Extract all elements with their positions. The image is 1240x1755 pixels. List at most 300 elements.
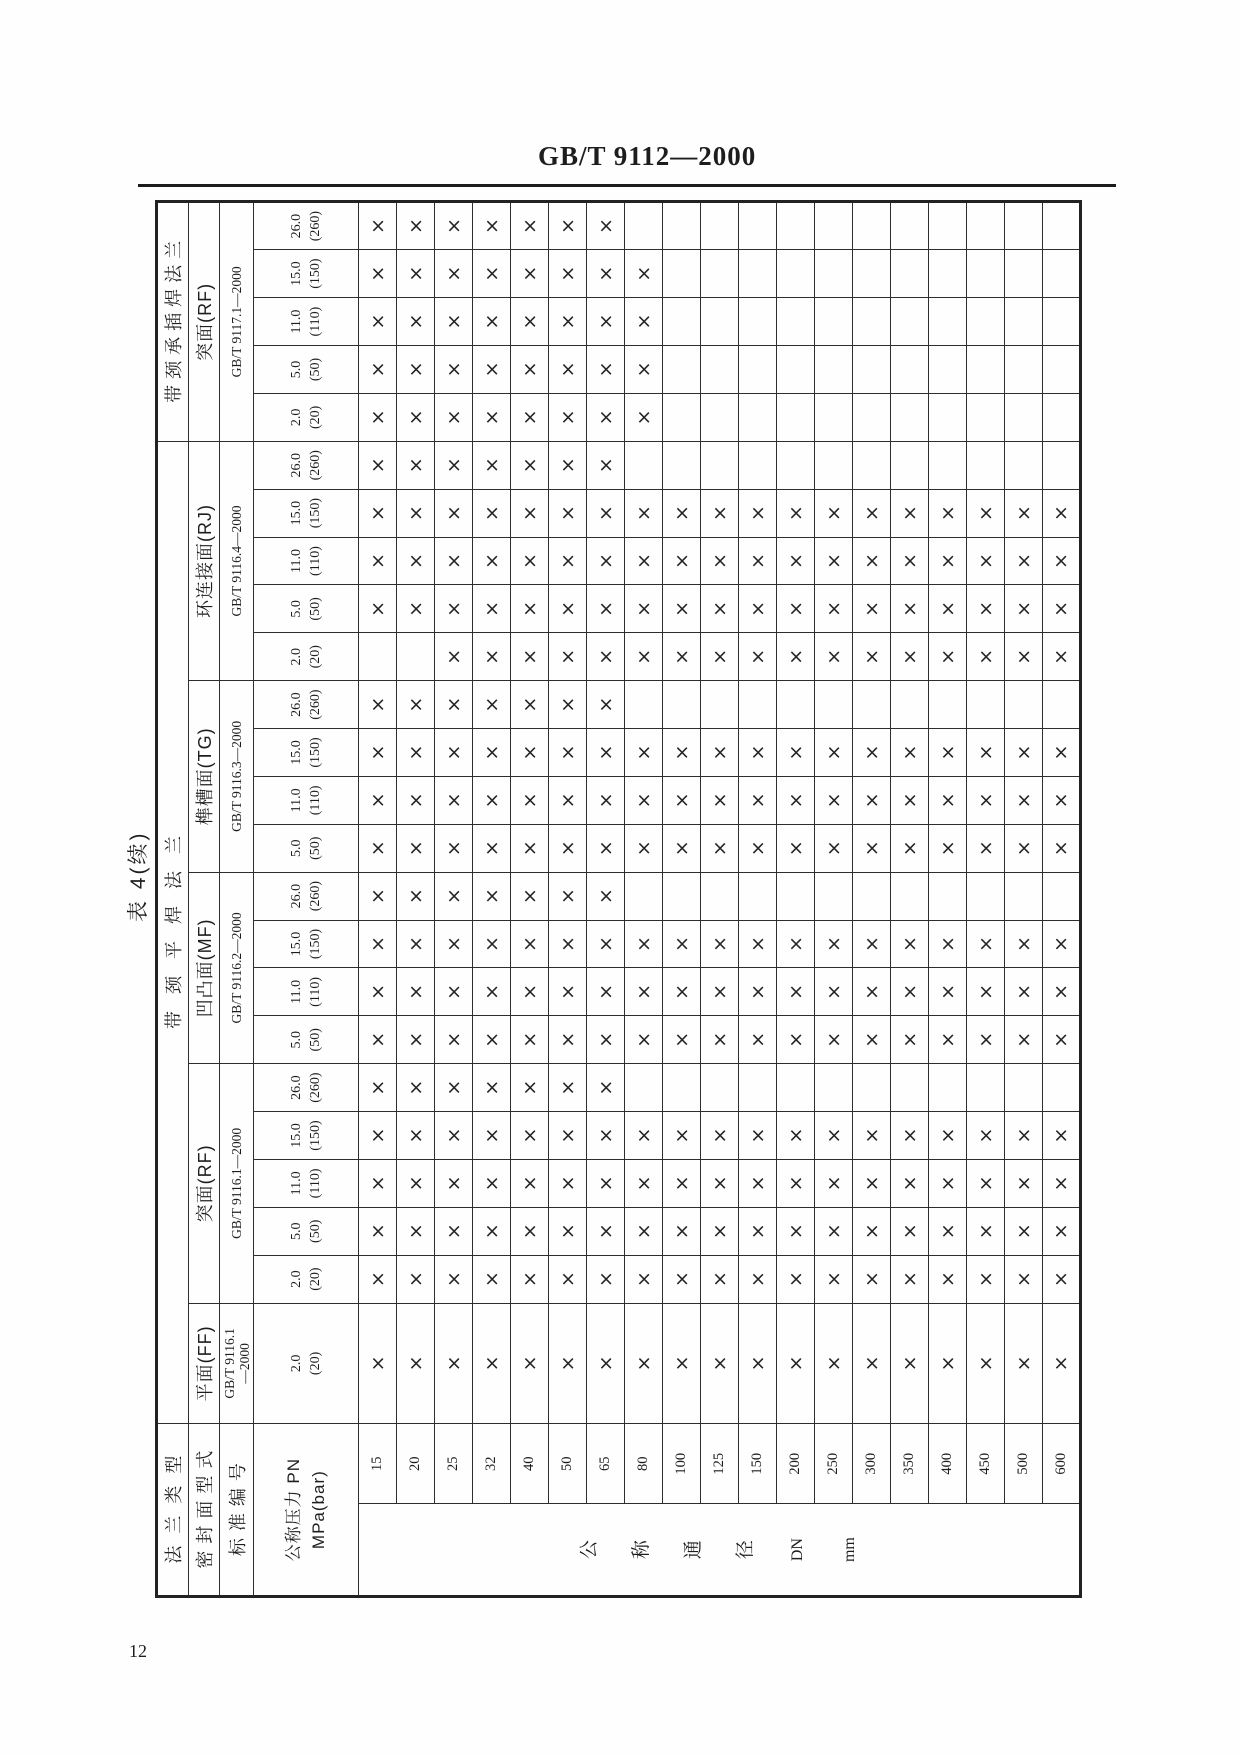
availability-cell-marked: × xyxy=(473,1016,511,1064)
availability-cell-empty xyxy=(967,872,1005,920)
availability-cell-marked: × xyxy=(511,920,549,968)
availability-cell-empty xyxy=(1005,250,1043,298)
availability-cell-marked: × xyxy=(473,1064,511,1112)
availability-cell-marked: × xyxy=(739,537,777,585)
availability-cell-marked: × xyxy=(435,920,473,968)
pressure-cell xyxy=(254,1159,359,1207)
pressure-cell xyxy=(254,202,359,250)
availability-cell-marked: × xyxy=(701,537,739,585)
availability-cell-marked: × xyxy=(777,1207,815,1255)
availability-cell-marked: × xyxy=(587,1064,625,1112)
availability-cell-empty xyxy=(967,1064,1005,1112)
availability-cell-marked: × xyxy=(739,585,777,633)
availability-cell-marked: × xyxy=(359,968,397,1016)
pressure-bar: (150) xyxy=(308,1120,323,1151)
availability-cell-marked: × xyxy=(739,968,777,1016)
availability-cell-marked: × xyxy=(549,1112,587,1160)
availability-cell-empty xyxy=(815,441,853,489)
pressure-mpa: 5.0 xyxy=(289,1031,304,1049)
availability-cell-marked: × xyxy=(473,968,511,1016)
dn-value-cell: 300 xyxy=(853,1424,891,1504)
availability-cell-marked: × xyxy=(663,537,701,585)
availability-cell-marked: × xyxy=(359,824,397,872)
availability-cell-marked: × xyxy=(359,1159,397,1207)
availability-cell-marked: × xyxy=(359,1112,397,1160)
availability-cell-marked: × xyxy=(891,1112,929,1160)
availability-cell-marked: × xyxy=(929,1112,967,1160)
availability-cell-marked: × xyxy=(1043,1207,1081,1255)
availability-cell-empty xyxy=(663,393,701,441)
seal-face-header: 平面(FF) xyxy=(189,1303,220,1424)
flange-type-header: 带颈承插焊法兰 xyxy=(157,202,189,442)
pressure-cell xyxy=(254,1016,359,1064)
availability-cell-marked: × xyxy=(587,202,625,250)
availability-cell-marked: × xyxy=(967,633,1005,681)
availability-cell-empty xyxy=(815,393,853,441)
availability-cell-marked: × xyxy=(891,1016,929,1064)
pressure-mpa: 2.0 xyxy=(289,1270,304,1288)
availability-cell-marked: × xyxy=(967,1112,1005,1160)
availability-cell-empty xyxy=(967,250,1005,298)
availability-cell-marked: × xyxy=(815,1207,853,1255)
availability-cell-marked: × xyxy=(587,1255,625,1303)
availability-cell-empty xyxy=(701,872,739,920)
dn-side-char: 径 xyxy=(734,1540,756,1560)
availability-cell-marked: × xyxy=(587,298,625,346)
availability-cell-marked: × xyxy=(473,729,511,777)
availability-cell-empty xyxy=(967,393,1005,441)
availability-cell-empty xyxy=(929,681,967,729)
availability-cell-marked: × xyxy=(435,489,473,537)
availability-cell-empty xyxy=(815,202,853,250)
availability-cell-marked: × xyxy=(473,633,511,681)
pressure-cell xyxy=(254,393,359,441)
availability-cell-marked: × xyxy=(967,1303,1005,1424)
availability-cell-empty xyxy=(777,681,815,729)
availability-cell-empty xyxy=(967,298,1005,346)
pressure-mpa: 15.0 xyxy=(289,931,304,957)
availability-cell-marked: × xyxy=(777,489,815,537)
pressure-mpa: 11.0 xyxy=(289,549,304,574)
availability-cell-empty xyxy=(625,872,663,920)
availability-cell-marked: × xyxy=(853,1159,891,1207)
availability-cell-empty xyxy=(777,872,815,920)
pressure-bar: (150) xyxy=(308,737,323,768)
availability-cell-marked: × xyxy=(1043,489,1081,537)
availability-cell-marked: × xyxy=(891,489,929,537)
standard-number-line: —2000 xyxy=(236,1343,252,1384)
availability-cell-marked: × xyxy=(1043,968,1081,1016)
availability-cell-marked: × xyxy=(625,1112,663,1160)
dn-value-cell: 80 xyxy=(625,1424,663,1504)
availability-cell-marked: × xyxy=(397,1159,435,1207)
availability-cell-empty xyxy=(739,202,777,250)
availability-cell-marked: × xyxy=(587,1159,625,1207)
availability-cell-marked: × xyxy=(397,393,435,441)
availability-cell-marked: × xyxy=(891,1159,929,1207)
availability-cell-marked: × xyxy=(891,1303,929,1424)
availability-cell-marked: × xyxy=(549,1255,587,1303)
availability-cell-marked: × xyxy=(397,1255,435,1303)
availability-cell-marked: × xyxy=(549,1064,587,1112)
availability-cell-marked: × xyxy=(625,1159,663,1207)
availability-cell-marked: × xyxy=(739,1159,777,1207)
availability-cell-empty xyxy=(853,872,891,920)
availability-cell-marked: × xyxy=(511,872,549,920)
availability-cell-marked: × xyxy=(435,872,473,920)
availability-cell-empty xyxy=(625,441,663,489)
pressure-cell xyxy=(254,824,359,872)
availability-cell-marked: × xyxy=(625,585,663,633)
corner-pressure xyxy=(254,1424,359,1597)
availability-cell-marked: × xyxy=(891,537,929,585)
pressure-bar: (110) xyxy=(308,785,323,816)
availability-cell-marked: × xyxy=(701,920,739,968)
availability-cell-empty xyxy=(891,202,929,250)
availability-cell-marked: × xyxy=(1005,776,1043,824)
availability-cell-marked: × xyxy=(397,681,435,729)
availability-cell-empty xyxy=(777,298,815,346)
availability-cell-marked: × xyxy=(473,250,511,298)
availability-cell-empty xyxy=(929,872,967,920)
availability-cell-empty xyxy=(891,250,929,298)
availability-cell-marked: × xyxy=(1005,1255,1043,1303)
seal-face-header: 突面(RF) xyxy=(189,1064,220,1303)
availability-cell-marked: × xyxy=(853,824,891,872)
availability-cell-empty xyxy=(1005,681,1043,729)
availability-cell-marked: × xyxy=(1005,1016,1043,1064)
availability-cell-empty xyxy=(1005,872,1043,920)
pressure-cell xyxy=(254,681,359,729)
availability-cell-marked: × xyxy=(549,920,587,968)
availability-cell-marked: × xyxy=(397,1064,435,1112)
pressure-bar: (110) xyxy=(308,977,323,1007)
pressure-cell xyxy=(254,1112,359,1160)
availability-cell-empty xyxy=(929,202,967,250)
pressure-bar: (150) xyxy=(308,928,323,960)
availability-cell-marked: × xyxy=(891,920,929,968)
availability-cell-marked: × xyxy=(587,776,625,824)
availability-cell-marked: × xyxy=(587,585,625,633)
dn-value-cell: 25 xyxy=(435,1424,473,1504)
pressure-mpa: 5.0 xyxy=(289,600,304,618)
availability-cell-marked: × xyxy=(853,920,891,968)
availability-cell-marked: × xyxy=(1043,1159,1081,1207)
availability-cell-marked: × xyxy=(511,585,549,633)
availability-cell-marked: × xyxy=(853,1303,891,1424)
availability-cell-empty xyxy=(663,1064,701,1112)
availability-cell-marked: × xyxy=(739,729,777,777)
availability-cell-marked: × xyxy=(739,1112,777,1160)
availability-cell-marked: × xyxy=(663,1207,701,1255)
availability-cell-marked: × xyxy=(625,1255,663,1303)
availability-cell-marked: × xyxy=(435,1064,473,1112)
availability-cell-marked: × xyxy=(587,1112,625,1160)
availability-cell-marked: × xyxy=(967,585,1005,633)
availability-cell-marked: × xyxy=(1005,1159,1043,1207)
availability-cell-marked: × xyxy=(929,1255,967,1303)
availability-cell-marked: × xyxy=(625,298,663,346)
availability-cell-marked: × xyxy=(549,298,587,346)
availability-cell-empty xyxy=(967,346,1005,394)
availability-cell-marked: × xyxy=(891,633,929,681)
availability-cell-marked: × xyxy=(435,824,473,872)
availability-cell-marked: × xyxy=(625,633,663,681)
pressure-bar: (20) xyxy=(308,1267,323,1291)
pressure-cell xyxy=(254,920,359,968)
availability-cell-marked: × xyxy=(511,441,549,489)
availability-cell-marked: × xyxy=(359,872,397,920)
availability-cell-marked: × xyxy=(701,824,739,872)
availability-cell-empty xyxy=(701,393,739,441)
availability-cell-marked: × xyxy=(815,729,853,777)
dn-value-cell: 600 xyxy=(1043,1424,1081,1504)
availability-cell-marked: × xyxy=(473,537,511,585)
availability-cell-marked: × xyxy=(777,1016,815,1064)
availability-cell-empty xyxy=(929,441,967,489)
pressure-mpa: 5.0 xyxy=(289,360,304,379)
availability-cell-marked: × xyxy=(587,1016,625,1064)
dn-side-char: 通 xyxy=(682,1540,704,1560)
availability-cell-empty xyxy=(891,872,929,920)
availability-cell-marked: × xyxy=(739,1303,777,1424)
availability-cell-marked: × xyxy=(663,968,701,1016)
availability-cell-marked: × xyxy=(815,1159,853,1207)
availability-cell-marked: × xyxy=(891,585,929,633)
availability-cell-marked: × xyxy=(625,1207,663,1255)
availability-cell-empty xyxy=(701,681,739,729)
availability-cell-marked: × xyxy=(625,824,663,872)
availability-cell-marked: × xyxy=(397,250,435,298)
availability-cell-marked: × xyxy=(549,872,587,920)
availability-cell-marked: × xyxy=(777,1159,815,1207)
pressure-corner-line2: MPa(bar) xyxy=(309,1470,328,1550)
availability-cell-marked: × xyxy=(967,824,1005,872)
availability-cell-marked: × xyxy=(701,1207,739,1255)
dn-value-cell: 350 xyxy=(891,1424,929,1504)
availability-cell-marked: × xyxy=(815,776,853,824)
pressure-cell xyxy=(254,729,359,777)
pressure-cell xyxy=(254,585,359,633)
availability-cell-empty xyxy=(815,298,853,346)
standard-number-line: GB/T 9116.2—2000 xyxy=(229,912,244,1024)
availability-cell-marked: × xyxy=(967,1016,1005,1064)
availability-cell-marked: × xyxy=(473,298,511,346)
availability-cell-marked: × xyxy=(435,1112,473,1160)
pressure-mpa: 11.0 xyxy=(289,1171,304,1196)
availability-cell-marked: × xyxy=(967,1159,1005,1207)
availability-cell-marked: × xyxy=(549,346,587,394)
pressure-cell xyxy=(254,872,359,920)
availability-cell-marked: × xyxy=(891,776,929,824)
availability-cell-marked: × xyxy=(435,1016,473,1064)
availability-cell-marked: × xyxy=(511,968,549,1016)
availability-cell-marked: × xyxy=(511,1112,549,1160)
availability-cell-marked: × xyxy=(587,729,625,777)
availability-cell-marked: × xyxy=(663,633,701,681)
seal-face-header: 凹凸面(MF) xyxy=(189,872,220,1064)
availability-cell-marked: × xyxy=(397,298,435,346)
availability-cell-marked: × xyxy=(967,1255,1005,1303)
availability-cell-marked: × xyxy=(435,202,473,250)
pressure-mpa: 15.0 xyxy=(289,740,304,765)
availability-cell-marked: × xyxy=(777,537,815,585)
availability-cell-marked: × xyxy=(359,585,397,633)
availability-cell-marked: × xyxy=(663,585,701,633)
availability-cell-marked: × xyxy=(397,585,435,633)
availability-cell-marked: × xyxy=(587,537,625,585)
availability-cell-marked: × xyxy=(473,393,511,441)
availability-cell-empty xyxy=(1043,441,1081,489)
availability-cell-marked: × xyxy=(587,1303,625,1424)
availability-cell-marked: × xyxy=(701,776,739,824)
availability-cell-empty xyxy=(1005,393,1043,441)
availability-cell-marked: × xyxy=(739,1207,777,1255)
availability-cell-marked: × xyxy=(397,346,435,394)
pressure-bar: (110) xyxy=(308,546,323,576)
availability-cell-marked: × xyxy=(1043,824,1081,872)
pressure-mpa: 11.0 xyxy=(289,979,304,1004)
seal-face-header: 榫槽面(TG) xyxy=(189,681,220,873)
availability-cell-marked: × xyxy=(663,920,701,968)
availability-cell-marked: × xyxy=(511,1064,549,1112)
availability-cell-empty xyxy=(1005,1064,1043,1112)
pressure-bar: (50) xyxy=(308,357,323,382)
pressure-bar: (50) xyxy=(308,597,323,621)
availability-cell-marked: × xyxy=(511,1159,549,1207)
availability-cell-marked: × xyxy=(397,1112,435,1160)
availability-cell-marked: × xyxy=(815,585,853,633)
document-header: GB/T 9112—2000 xyxy=(538,141,757,171)
availability-cell-marked: × xyxy=(929,633,967,681)
pressure-corner-line1: 公称压力 PN xyxy=(284,1457,303,1562)
availability-cell-empty xyxy=(739,393,777,441)
availability-cell-marked: × xyxy=(815,1112,853,1160)
pressure-cell xyxy=(254,633,359,681)
availability-cell-marked: × xyxy=(1043,920,1081,968)
availability-cell-marked: × xyxy=(929,1207,967,1255)
pressure-cell xyxy=(254,1207,359,1255)
pressure-cell xyxy=(254,346,359,394)
availability-cell-marked: × xyxy=(625,489,663,537)
availability-cell-marked: × xyxy=(701,585,739,633)
availability-cell-marked: × xyxy=(359,920,397,968)
availability-cell-empty xyxy=(929,1064,967,1112)
availability-cell-empty xyxy=(929,346,967,394)
availability-cell-marked: × xyxy=(435,729,473,777)
availability-cell-empty xyxy=(1043,250,1081,298)
pressure-mpa: 2.0 xyxy=(289,647,304,666)
dn-side-label xyxy=(359,1504,1081,1597)
availability-cell-empty xyxy=(891,441,929,489)
availability-cell-marked: × xyxy=(1005,537,1043,585)
availability-cell-marked: × xyxy=(929,824,967,872)
availability-cell-marked: × xyxy=(853,968,891,1016)
availability-cell-marked: × xyxy=(359,441,397,489)
dn-value-cell: 65 xyxy=(587,1424,625,1504)
pressure-bar: (50) xyxy=(308,836,323,860)
availability-cell-marked: × xyxy=(473,776,511,824)
availability-cell-empty xyxy=(1043,298,1081,346)
availability-cell-marked: × xyxy=(663,1303,701,1424)
availability-cell-marked: × xyxy=(663,1112,701,1160)
availability-cell-marked: × xyxy=(1043,1112,1081,1160)
availability-cell-marked: × xyxy=(777,729,815,777)
availability-cell-marked: × xyxy=(587,393,625,441)
availability-cell-marked: × xyxy=(1005,489,1043,537)
availability-cell-marked: × xyxy=(511,1016,549,1064)
seal-face-header: 突面(RF) xyxy=(189,202,220,442)
availability-cell-marked: × xyxy=(929,920,967,968)
availability-cell-marked: × xyxy=(587,346,625,394)
availability-cell-marked: × xyxy=(549,202,587,250)
availability-cell-marked: × xyxy=(511,681,549,729)
availability-cell-marked: × xyxy=(473,872,511,920)
availability-cell-empty xyxy=(777,202,815,250)
availability-cell-marked: × xyxy=(359,1255,397,1303)
availability-cell-empty xyxy=(701,1064,739,1112)
availability-cell-empty xyxy=(359,633,397,681)
availability-cell-marked: × xyxy=(511,537,549,585)
availability-cell-marked: × xyxy=(701,633,739,681)
availability-cell-marked: × xyxy=(891,729,929,777)
availability-cell-marked: × xyxy=(815,1303,853,1424)
availability-cell-marked: × xyxy=(359,1064,397,1112)
availability-cell-empty xyxy=(777,393,815,441)
pressure-mpa: 5.0 xyxy=(289,1222,304,1241)
availability-cell-empty xyxy=(663,681,701,729)
availability-cell-marked: × xyxy=(853,1255,891,1303)
availability-cell-empty xyxy=(1043,393,1081,441)
availability-cell-marked: × xyxy=(397,1016,435,1064)
availability-cell-empty xyxy=(929,298,967,346)
availability-cell-empty xyxy=(1043,346,1081,394)
availability-cell-marked: × xyxy=(435,1255,473,1303)
pressure-cell xyxy=(254,776,359,824)
availability-cell-marked: × xyxy=(967,537,1005,585)
availability-cell-marked: × xyxy=(397,824,435,872)
availability-cell-marked: × xyxy=(473,489,511,537)
availability-cell-marked: × xyxy=(891,968,929,1016)
availability-cell-marked: × xyxy=(625,537,663,585)
availability-cell-marked: × xyxy=(359,729,397,777)
availability-cell-marked: × xyxy=(625,776,663,824)
availability-cell-marked: × xyxy=(701,489,739,537)
availability-cell-marked: × xyxy=(397,537,435,585)
availability-cell-marked: × xyxy=(511,1303,549,1424)
availability-cell-empty xyxy=(625,1064,663,1112)
availability-cell-marked: × xyxy=(587,824,625,872)
availability-cell-marked: × xyxy=(549,681,587,729)
availability-cell-empty xyxy=(625,681,663,729)
availability-cell-marked: × xyxy=(1005,1207,1043,1255)
availability-cell-marked: × xyxy=(777,824,815,872)
availability-cell-empty xyxy=(701,250,739,298)
availability-cell-marked: × xyxy=(359,1303,397,1424)
availability-cell-empty xyxy=(853,202,891,250)
availability-cell-empty xyxy=(815,346,853,394)
availability-cell-marked: × xyxy=(359,202,397,250)
availability-cell-marked: × xyxy=(701,1303,739,1424)
availability-cell-marked: × xyxy=(929,1016,967,1064)
availability-cell-empty xyxy=(739,250,777,298)
corner-seal-face: 密封面型式 xyxy=(189,1424,220,1597)
availability-cell-marked: × xyxy=(435,346,473,394)
standard-number-cell xyxy=(220,872,254,1064)
availability-cell-marked: × xyxy=(511,346,549,394)
availability-cell-empty xyxy=(891,393,929,441)
availability-cell-marked: × xyxy=(701,1255,739,1303)
